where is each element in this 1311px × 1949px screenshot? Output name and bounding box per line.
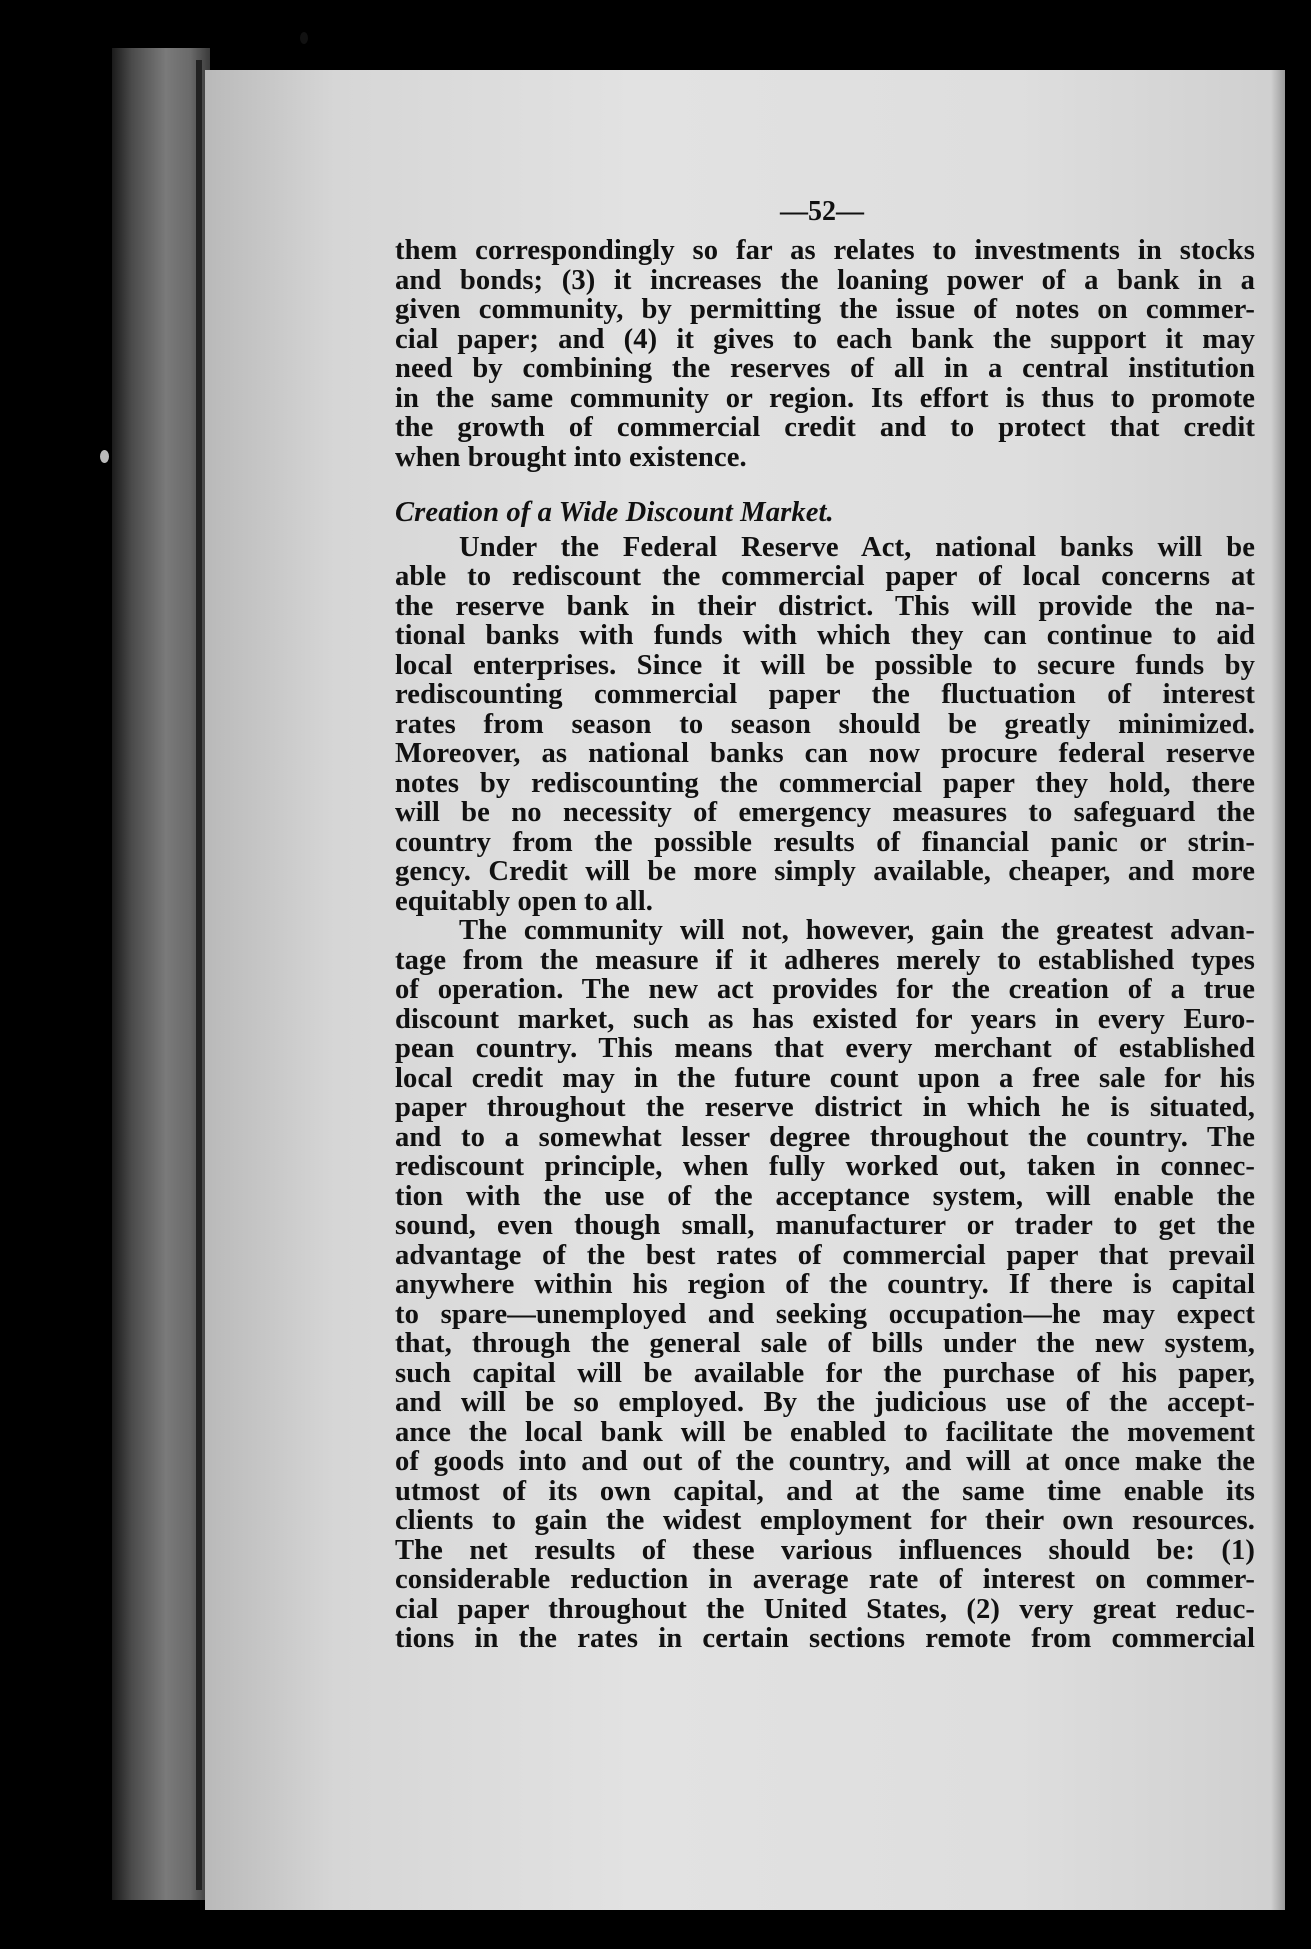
text-line: and will be so employed. By the judicious use of the accept- (395, 1387, 1255, 1418)
margin-mark (100, 450, 109, 463)
text-line: advantage of the best rates of commercial paper that prevail (395, 1239, 1255, 1271)
text-line: paper throughout the reserve district in which he is situated, (395, 1092, 1255, 1123)
page-number: —52— (780, 196, 864, 227)
binding-shadow (196, 60, 202, 1890)
text-line: cial paper; and (4) it gives to each bank the support it may (395, 323, 1255, 355)
text-line: country from the possible results of financial panic or strin- (395, 826, 1255, 858)
text-line: in the same community or region. Its effort is thus to promote (395, 382, 1255, 414)
text-line: anywhere within his region of the country. If there is capital (395, 1269, 1255, 1300)
text-line: rediscounting commercial paper the fluctuation of interest (395, 679, 1255, 710)
text-line: that, through the general sale of bills under the new system, (395, 1328, 1255, 1359)
text-line: cial paper throughout the United States, (2) very great reduc- (395, 1593, 1255, 1625)
text-line: when brought into existence. (395, 441, 747, 473)
paragraph-3 (395, 916, 1255, 1654)
text-line: them correspondingly so far as relates to investments in stocks (395, 235, 1255, 266)
text-line: Moreover, as national banks can now procure federal reserve (395, 738, 1255, 769)
text-line: tions in the rates in certain sections remote from commercial (395, 1623, 1255, 1654)
text-line: tage from the measure if it adheres merely to established types (395, 944, 1255, 976)
text-line: The net results of these various influences should be: (1) (395, 1534, 1255, 1566)
text-line: notes by rediscounting the commercial paper they hold, there (395, 767, 1255, 799)
text-line: and to a somewhat lesser degree throughout the country. The (395, 1121, 1255, 1153)
text-line: Under the Federal Reserve Act, national banks will be (459, 531, 1255, 563)
text-line: given community, by permitting the issue of notes on commer- (395, 294, 1255, 325)
text-line: rates from season to season should be greatly minimized. (395, 708, 1255, 740)
text-line: equitably open to all. (395, 885, 653, 917)
text-line: and bonds; (3) it increases the loaning power of a bank in a (395, 264, 1255, 296)
text-line: of goods into and out of the country, and will at once make the (395, 1446, 1255, 1477)
page-edge (1271, 70, 1285, 1910)
text-line: ance the local bank will be enabled to facilitate the movement (395, 1416, 1255, 1448)
text-line: gency. Credit will be more simply available, cheaper, and more (395, 856, 1255, 887)
text-line: pean country. This means that every merchant of established (395, 1033, 1255, 1064)
page-body (395, 236, 1255, 1654)
section-heading: Creation of a Wide Discount Market. (395, 497, 834, 528)
text-line: the growth of commercial credit and to protect that credit (395, 412, 1255, 443)
text-line: to spare—unemployed and seeking occupation—he may expect (395, 1298, 1255, 1330)
paragraph-2 (395, 533, 1255, 917)
text-line: of operation. The new act provides for the creation of a true (395, 974, 1255, 1005)
text-line: will be no necessity of emergency measures to safeguard the (395, 797, 1255, 828)
text-line: local enterprises. Since it will be possible to secure funds by (395, 649, 1255, 681)
text-line: such capital will be available for the purchase of his paper, (395, 1357, 1255, 1389)
text-line: clients to gain the widest employment for their own resources. (395, 1505, 1255, 1536)
text-line: need by combining the reserves of all in a central institution (395, 353, 1255, 384)
text-line: utmost of its own capital, and at the same time enable its (395, 1475, 1255, 1507)
text-line: considerable reduction in average rate of interest on commer- (395, 1564, 1255, 1595)
text-line: discount market, such as has existed for years in every Euro- (395, 1003, 1255, 1035)
text-line: able to rediscount the commercial paper of local concerns at (395, 561, 1255, 592)
text-line: the reserve bank in their district. This will provide the na- (395, 590, 1255, 622)
text-line: sound, even though small, manufacturer or trader to get the (395, 1210, 1255, 1241)
text-line: tion with the use of the acceptance system, will enable the (395, 1180, 1255, 1212)
text-line: local credit may in the future count upon a free sale for his (395, 1062, 1255, 1094)
text-line: The community will not, however, gain the greatest advan- (459, 915, 1255, 946)
text-line: rediscount principle, when fully worked out, taken in connec- (395, 1151, 1255, 1182)
text-line: tional banks with funds with which they can continue to aid (395, 620, 1255, 651)
scan-speck (300, 32, 308, 44)
paragraph-1 (395, 236, 1255, 472)
